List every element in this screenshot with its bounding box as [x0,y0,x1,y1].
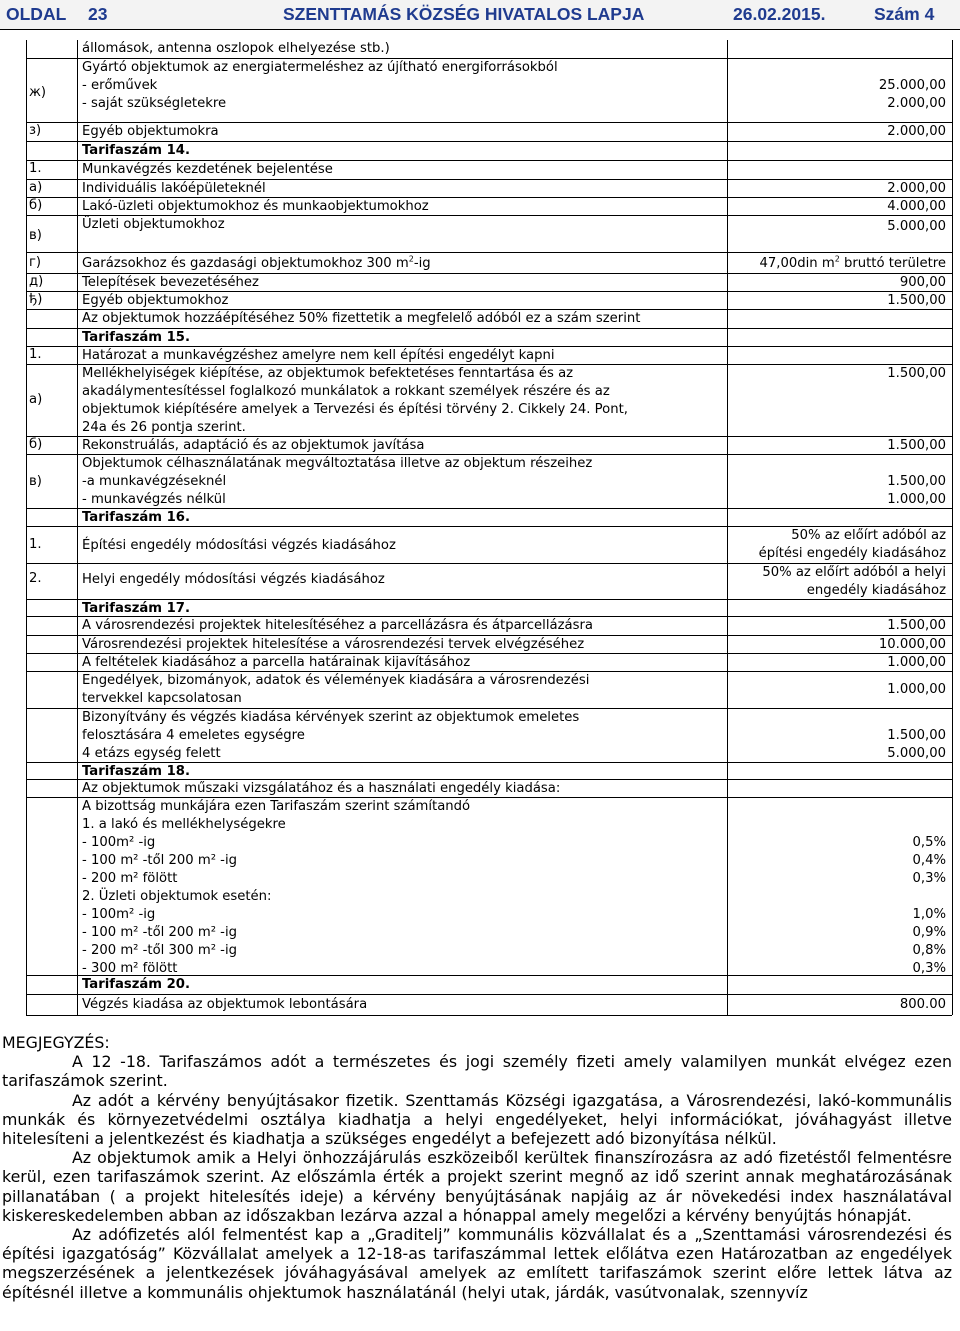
row-text: 2. Üzleti objektumok esetén: [82,889,272,904]
row-label: 1. [29,161,42,176]
row-value: 0,3% [912,961,946,976]
header-page-number: 23 [88,4,108,24]
row-value: 0,4% [912,853,946,868]
row-label: 1. [29,537,42,552]
row-text: A bizottság munkájára ezen Tarifaszám szerint számítandó [82,799,471,814]
row-value-part: 47,00din m [759,256,835,271]
row-text-part: Garázsokhoz és gazdasági objektumokhoz 300 m [82,256,409,271]
row-text: Egyéb objektumokra [82,124,219,139]
notes-section [2,1033,952,1302]
row-text: - 200 m² fölött [82,871,178,886]
notes-paragraph: A 12 -18. Tarifaszámos adót a természetes és jogi személy fizeti amely valamilyen munkát elvégez ezen tarifaszámok szerint. [2,1052,952,1091]
header-title: SZENTTAMÁS KÖZSÉG HIVATALOS LAPJA [283,4,645,24]
row-text: Helyi engedély módosítási végzés kiadásához [82,572,385,587]
row-value-part: bruttó területre [839,256,946,271]
row-text: Az objektumok műszaki vizsgálatához és a használati engedély kiadása: [82,781,561,796]
row-text: Egyéb objektumokhoz [82,293,229,308]
row-value: 5.000,00 [887,746,946,761]
row-label: в) [29,474,42,489]
row-text: Gyártó objektumok az energiatermeléshez az újítható energiforrásokból [82,60,558,75]
table-row [26,58,952,127]
row-text: Építési engedély módosítási végzés kiadásához [82,538,396,553]
tariff-heading: Tarifaszám 20. [82,977,190,992]
table-row [26,179,952,198]
row-label: а) [29,180,43,195]
table-row [26,975,952,995]
row-value: építési engedély kiadásához [758,546,946,561]
row-value: 1.500,00 [887,293,946,308]
table-row [26,273,952,292]
table-row [26,708,952,763]
table-row [26,616,952,636]
row-value: 0,9% [912,925,946,940]
table-row [26,252,952,273]
notes-paragraph: Az adófizetés alól felmentést kap a „Graditelj” kommunális közvállalat és a „Szenttamási városrendezési és építési igazgatóság” Közvállalat amelyek a 12-18-as tarifaszámmal lettek előlátva ezen Határozatban az engedélyek megszerzésének a jelentkezések jóváhagyásával amelyek az említett tarifaszámok szerint előre lettek látva az építésnél illetve a kommunális ohjektumok használatánál (helyi utak, járdák, vasútvonalak, szennyvíz [2,1225,952,1302]
row-text: Individuális lakóépületeknél [82,181,266,196]
table-row [26,197,952,216]
row-text: - 100m² -ig [82,835,156,850]
table-row [26,779,952,798]
column-divider [952,40,953,1015]
row-value: 25.000,00 [878,78,946,93]
table-row [26,215,952,253]
row-text: 24a és 26 pontja szerint. [82,420,246,435]
row-text: akadálymentesítéssel foglalkozó munkálatok a rokkant személyek részére és az [82,384,610,399]
row-text: tervekkel kapcsolatosan [82,691,242,706]
row-text: Határozat a munkavégzéshez amelyre nem kell építési engedélyt kapni [82,348,555,363]
row-value: 1.500,00 [887,366,946,381]
table-row [26,122,952,142]
row-text: A feltételek kiadásához a parcella határainak kijavításához [82,655,471,670]
tariff-heading: Tarifaszám 15. [82,330,190,345]
row-label: ђ) [29,292,43,307]
notes-heading: MEGJEGYZÉS: [2,1033,110,1052]
table-row [26,797,952,976]
row-value: engedély kiadásához [806,583,946,598]
row-value: 0,5% [912,835,946,850]
row-text: - 300 m² fölött [82,961,178,976]
row-text [82,255,431,273]
table-row [26,291,952,310]
notes-paragraph: Az objektumok amik a Helyi önhozzájárulás eszközeiből kerültek finanszírozásra az adó fizetéstől felmentésre kerül, ezen tarifaszámok szerint. Az előszámla érték a projekt szerint megnő az idő szerint annak meghatározásának pillanatában ( a projekt hitelesítés ideje) a kérvény benyújtásának napjáig az ár növekedési index használatával kiskereskedelemben abban az időszakban lezárva azzal a hónappal amely megelőzi a kérvény benyújtás hónapját. [2,1148,952,1225]
row-text: - munkavégzés nélkül [82,492,226,507]
row-value: 4.000,00 [887,199,946,214]
row-text: - 100 m² -től 200 m² -ig [82,925,237,940]
row-text: - erőművek [82,78,158,93]
row-label: в) [29,228,42,243]
row-text: - 100 m² -től 200 m² -ig [82,853,237,868]
row-value: 1.500,00 [887,438,946,453]
row-value: 2.000,00 [887,124,946,139]
row-text-part: -ig [413,256,431,271]
table-row [26,40,952,58]
row-label: б) [29,198,43,213]
row-label: з) [29,123,42,138]
table-row [26,141,952,161]
row-value: 800.00 [899,997,946,1012]
header-date: 26.02.2015. [733,4,826,24]
row-value: 10.000,00 [878,637,946,652]
notes-paragraph: Az adót a kérvény benyújtásakor fizetik. Szenttamás Községi igazgatása, a Városrendezési, lakó-kommunális munkák és környezetvédelmi osztálya kiadhatja a helyi engedélyeket, helyi információkat, jóváhagyást illetve hitelesíteni a jelentkezést és kiadhatja a szükséges engedélyt a befejezett adó bizonyítása nélkül. [2,1090,952,1149]
row-text: - 100m² -ig [82,907,156,922]
row-text: A városrendezési projektek hitelesítéséhez a parcellázásra és átparcellázásra [82,618,593,633]
row-value: 1.000,00 [887,655,946,670]
table-row [26,436,952,455]
tariff-heading: Tarifaszám 16. [82,510,190,525]
tariff-heading: Tarifaszám 17. [82,601,190,616]
row-value: 1.000,00 [887,682,946,697]
table-row [26,309,952,329]
row-value: 0,8% [912,943,946,958]
row-text: állomások, antenna oszlopok elhelyezése stb.) [82,41,390,56]
row-label: д) [29,274,44,289]
row-value: 1.500,00 [887,728,946,743]
tariff-heading: Tarifaszám 18. [82,764,190,779]
table-row [26,364,952,437]
superscript: 2 [408,254,414,264]
row-text: 4 etázs egység felett [82,746,221,761]
row-text: felosztására 4 emeletes egységre [82,728,305,743]
row-text: Végzés kiadása az objektumok lebontására [82,997,368,1012]
row-label: а) [29,392,43,407]
row-value: 1,0% [912,907,946,922]
row-value: 1.000,00 [887,492,946,507]
row-label: б) [29,437,43,452]
table-row [26,671,952,709]
superscript: 2 [834,254,840,264]
row-value: 2.000,00 [887,181,946,196]
row-text: objektumok kiépítésére amelyek a Tervezési és építési törvény 2. Cikkely 24. Pont, [82,402,628,417]
row-value: 50% az előírt adóból az [791,528,946,543]
row-value: 900,00 [899,275,946,290]
row-text: Objektumok célhasználatának megváltoztatása illetve az objektum részeihez [82,456,593,471]
table-row [26,328,952,347]
row-value [760,255,946,273]
table-row [26,454,952,509]
row-label: 1. [29,347,42,362]
row-text: 1. a lakó és mellékhelységekre [82,817,286,832]
row-label: г) [29,255,42,270]
table-row [26,160,952,180]
row-text: Üzleti objektumokhoz [82,217,225,232]
table-row [26,599,952,617]
row-text: Bizonyítvány és végzés kiadása kérvények szerint az objektumok emeletes [82,710,580,725]
row-value: 1.500,00 [887,618,946,633]
row-label: ж) [29,85,47,100]
table-row [26,653,952,672]
row-text: - 200 m² -től 300 m² -ig [82,943,237,958]
table-row [26,994,952,1016]
table-row [26,508,952,527]
table-row [26,346,952,365]
row-value: 0,3% [912,871,946,886]
row-text: Rekonstruálás, adaptáció és az objektumok javítása [82,438,425,453]
row-text: Telepítések bevezetéséhez [82,275,259,290]
table-row [26,563,952,600]
row-value: 50% az előírt adóból a helyi [762,565,946,580]
row-text: -a munkavégzéseknél [82,474,227,489]
row-text: Munkavégzés kezdetének bejelentése [82,162,333,177]
row-text: Városrendezési projektek hitelesítése a városrendezési tervek elvégzéséhez [82,637,585,652]
row-text: Lakó-üzleti objektumokhoz és munkaobjektumokhoz [82,199,429,214]
header-oldal: OLDAL [6,4,67,24]
row-text: - saját szükségletekre [82,96,227,111]
row-label: 2. [29,571,42,586]
row-value: 5.000,00 [887,219,946,234]
row-value: 2.000,00 [887,96,946,111]
table-row [26,635,952,654]
tariff-heading: Tarifaszám 14. [82,143,190,158]
table-row [26,762,952,780]
header-issue: Szám 4 [874,4,935,24]
row-text: Engedélyek, bizományok, adatok és vélemények kiadására a városrendezési [82,673,590,688]
row-value: 1.500,00 [887,474,946,489]
row-text: Mellékhelyiségek kiépítése, az objektumok befektetéses fenntartása és az [82,366,574,381]
row-text: Az objektumok hozzáépítéséhez 50% fizettetik a megfelelő adóból ez a szám szerint [82,311,641,326]
table-row [26,526,952,564]
